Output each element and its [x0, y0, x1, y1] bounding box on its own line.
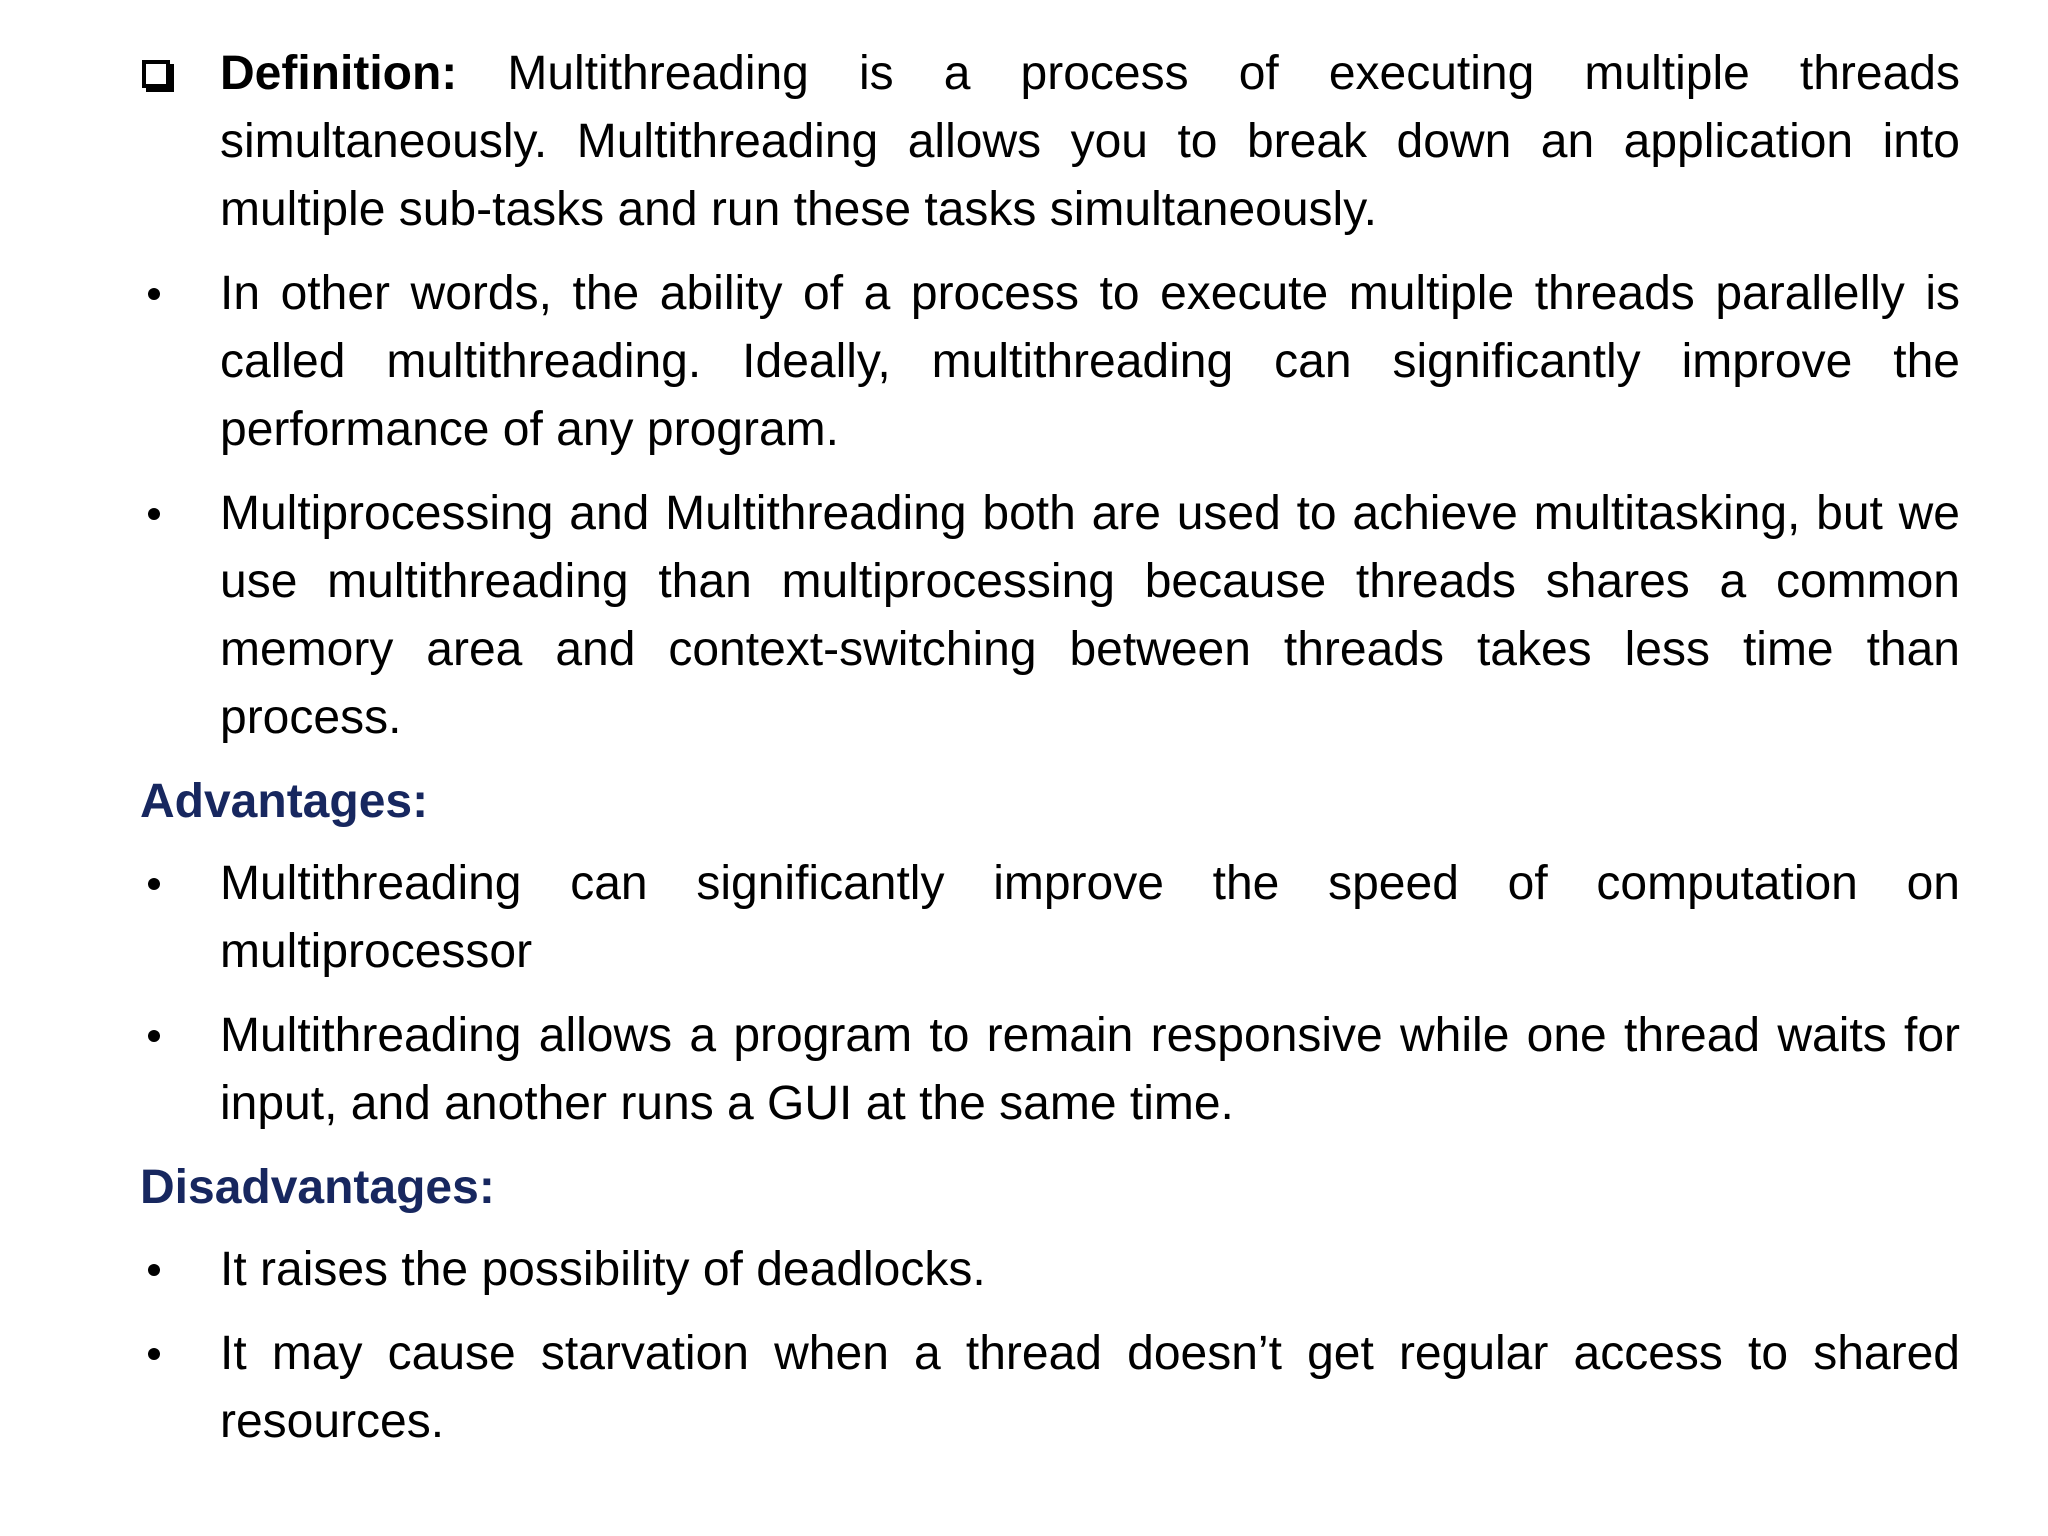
- bullet-marker: [140, 1320, 200, 1388]
- advantage-text: Multithreading allows a program to remain responsive while one thread waits for input, and another runs a GUI at the same time.: [220, 1009, 1960, 1130]
- bullet-dot-icon: [148, 878, 160, 890]
- advantage-item: [140, 1002, 1960, 1138]
- bullet-dot-icon: [148, 508, 160, 520]
- definition-label: Definition:: [220, 47, 458, 100]
- intro-bullet-text: Multiprocessing and Multithreading both are used to achieve multitasking, but we use multithreading than multiprocessing because threads shares a common memory area and context-switching between threads takes less time than process.: [220, 487, 1960, 744]
- bullet-marker: [140, 1236, 200, 1304]
- disadvantage-item: [140, 1236, 1960, 1304]
- bullet-marker: [140, 850, 200, 918]
- advantages-heading: Advantages:: [140, 775, 429, 828]
- disadvantage-text: It raises the possibility of deadlocks.: [220, 1243, 986, 1296]
- disadvantages-heading: Disadvantages:: [140, 1161, 495, 1214]
- disadvantage-item: [140, 1320, 1960, 1456]
- disadvantage-text: It may cause starvation when a thread doesn’t get regular access to shared resources.: [220, 1327, 1960, 1448]
- intro-bullet: [140, 260, 1960, 464]
- definition-marker: [140, 40, 200, 108]
- bullet-dot-icon: [148, 1348, 160, 1360]
- advantage-text: Multithreading can significantly improve the speed of computation on multiprocessor: [220, 857, 1960, 978]
- checkbox-square-icon: [142, 60, 170, 88]
- bullet-marker: [140, 480, 200, 548]
- bullet-dot-icon: [148, 1030, 160, 1042]
- bullet-marker: [140, 260, 200, 328]
- definition-item: [140, 40, 1960, 244]
- bullet-marker: [140, 1002, 200, 1070]
- intro-bullet-text: In other words, the ability of a process to execute multiple threads parallelly is called multithreading. Ideally, multithreading can significantly improve the performance of any program.: [220, 267, 1960, 456]
- bullet-dot-icon: [148, 1264, 160, 1276]
- advantage-item: [140, 850, 1960, 986]
- bullet-dot-icon: [148, 288, 160, 300]
- intro-bullet: [140, 480, 1960, 752]
- slide-content: [140, 40, 1960, 1472]
- definition-text: Multithreading is a process of executing multiple threads simultaneously. Multithreading allows you to break down an application into multiple sub-tasks and run these tasks simultaneously.: [220, 47, 1960, 236]
